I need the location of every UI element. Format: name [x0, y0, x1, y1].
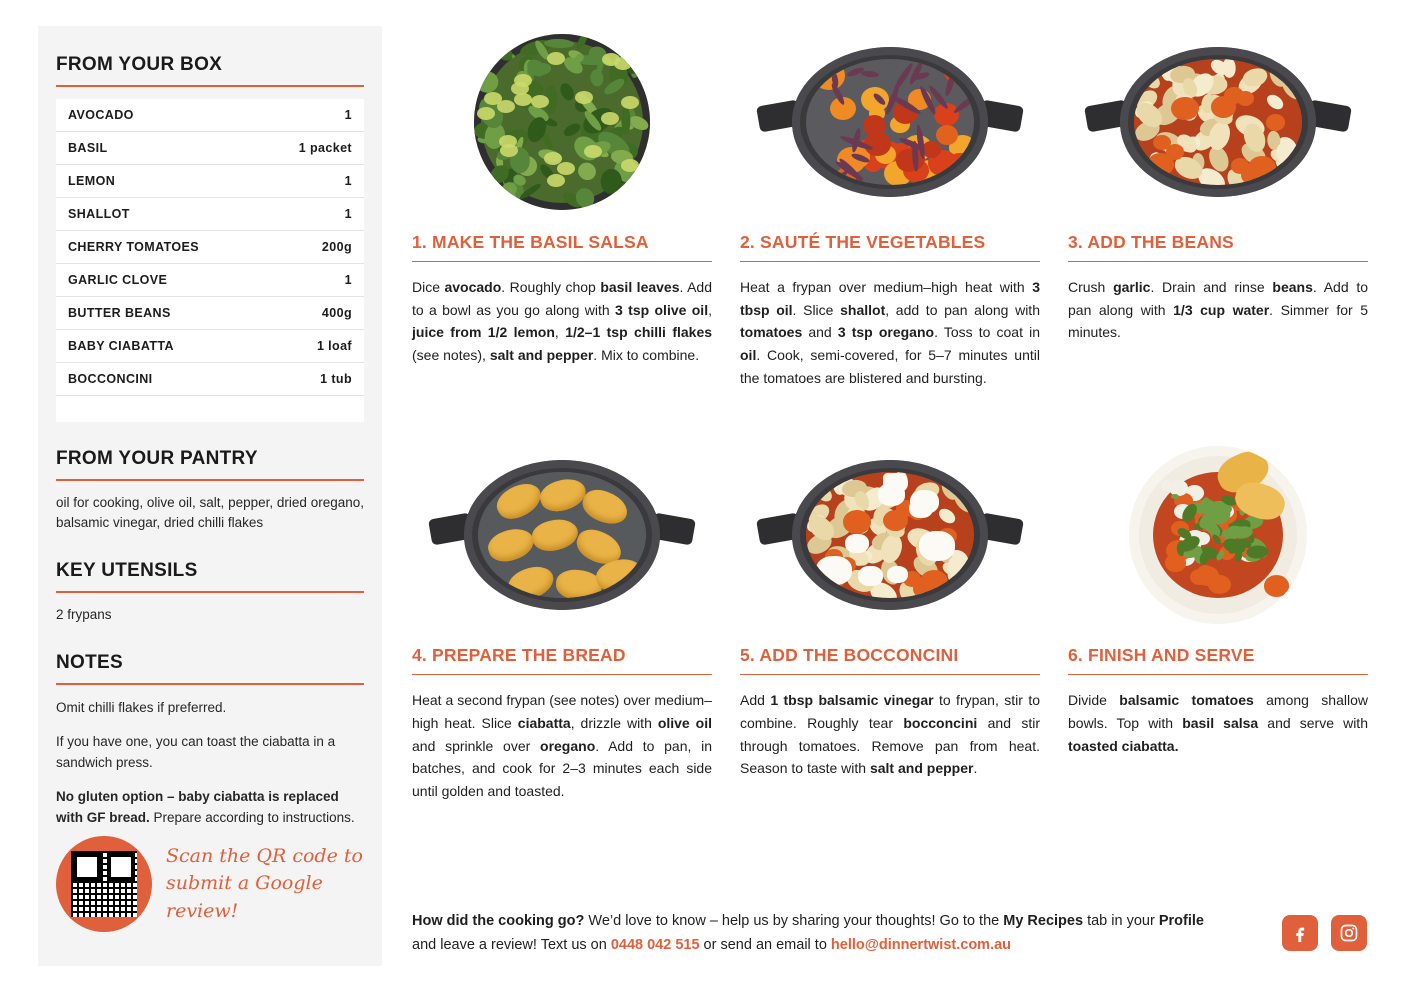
ingredient-row [56, 231, 364, 264]
recipe-step [412, 26, 712, 403]
ingredient-row [56, 363, 364, 396]
footer [412, 909, 1367, 958]
sidebar [38, 26, 382, 966]
ingredient-qty: 1 [262, 165, 364, 198]
ingredient-qty: 1 tub [262, 363, 364, 396]
served-bowl-art [1129, 446, 1307, 624]
from-your-box-heading: FROM YOUR BOX [56, 54, 364, 87]
note-1: Omit chilli flakes if preferred. [56, 700, 227, 716]
ingredient-name: LEMON [56, 165, 262, 198]
step-title: 6. FINISH AND SERVE [1068, 645, 1368, 675]
pan-inner [806, 59, 974, 185]
spacer-cell [56, 396, 262, 422]
step-body: Heat a frypan over medium–high heat with 3 tbsp oil. Slice shallot, add to pan along with tomatoes and 3 tsp oregano. Toss to coat in oil. Cook, semi-covered, for 5–7 minutes until the tomatoes are blistered and bursting. [740, 279, 1040, 386]
pan-inner [806, 472, 974, 598]
social-links [1282, 915, 1367, 951]
steps-row-1 [412, 26, 1367, 403]
from-your-pantry-heading: FROM YOUR PANTRY [56, 448, 364, 481]
step-body: Dice avocado. Roughly chop basil leaves. Add to a bowl as you go along with 3 tsp olive oil, juice from 1/2 lemon, 1/2–1 tsp chilli flakes (see notes), salt and pepper. Mix to combine. [412, 279, 713, 364]
ingredient-qty: 1 [262, 99, 364, 132]
frypan-art [792, 47, 988, 197]
ingredient-qty: 1 [262, 198, 364, 231]
step-body: Crush garlic. Drain and rinse beans. Add to pan along with 1/3 cup water. Simmer for 5 minutes. [1068, 279, 1369, 341]
ingredient-name: BASIL [56, 132, 262, 165]
step-body: Add 1 tbsp balsamic vinegar to frypan, stir to combine. Roughly tear bocconcini and stir through tomatoes. Remove pan from heat. Season to taste with salt and pepper. [740, 692, 1040, 777]
step-title: 1. MAKE THE BASIL SALSA [412, 232, 712, 262]
pantry-text: oil for cooking, olive oil, salt, pepper, dried oregano, balsamic vinegar, dried chilli flakes [56, 494, 364, 531]
key-utensils-heading: KEY UTENSILS [56, 560, 364, 593]
step-title: 3. ADD THE BEANS [1068, 232, 1368, 262]
ingredient-row [56, 132, 364, 165]
recipe-step [412, 439, 712, 816]
basil-salsa-photo [412, 26, 712, 218]
ingredient-qty: 400g [262, 297, 364, 330]
step-title: 2. SAUTÉ THE VEGETABLES [740, 232, 1040, 262]
steps-section [412, 26, 1367, 817]
ingredient-row [56, 198, 364, 231]
ingredient-name: BUTTER BEANS [56, 297, 262, 330]
recipe-step [740, 26, 1040, 403]
note-3-rest: Prepare according to instructions. [149, 809, 355, 825]
ingredient-qty: 1 loaf [262, 330, 364, 363]
utensils-section [56, 560, 364, 626]
utensils-text: 2 frypans [56, 607, 112, 623]
ingredient-qty: 1 packet [262, 132, 364, 165]
ingredient-name: GARLIC CLOVE [56, 264, 262, 297]
qr-review-block[interactable] [56, 836, 376, 932]
step-title: 5. ADD THE BOCCONCINI [740, 645, 1040, 675]
beans-photo [1068, 26, 1368, 218]
pantry-section [56, 448, 364, 535]
note-2: If you have one, you can toast the ciabatta in a sandwich press. [56, 734, 336, 771]
ingredient-name: BABY CIABATTA [56, 330, 262, 363]
ingredient-row [56, 264, 364, 297]
pan-inner [1134, 59, 1302, 185]
qr-code-badge[interactable] [56, 836, 152, 932]
ingredient-row [56, 330, 364, 363]
toasted-bread-photo [412, 439, 712, 631]
sauteed-vegetables-photo [740, 26, 1040, 218]
instagram-icon[interactable] [1331, 915, 1367, 951]
notes-heading: NOTES [56, 652, 364, 685]
ingredient-row [56, 297, 364, 330]
recipe-step [1068, 439, 1368, 816]
recipe-step [740, 439, 1040, 816]
note-3 [56, 787, 364, 829]
notes-section [56, 652, 364, 829]
ingredient-row [56, 165, 364, 198]
frypan-art [792, 460, 988, 610]
frypan-art [464, 460, 660, 610]
qr-text-line-2: submit a Google review! [166, 872, 323, 922]
ingredient-name: SHALLOT [56, 198, 262, 231]
finished-dish-photo [1068, 439, 1368, 631]
frypan-art [1120, 47, 1316, 197]
step-title: 4. PREPARE THE BREAD [412, 645, 712, 675]
ingredient-qty: 1 [262, 264, 364, 297]
basil-salsa-art [474, 34, 650, 210]
ingredient-row-spacer [56, 396, 364, 422]
steps-row-2 [412, 439, 1367, 816]
ingredient-name: AVOCADO [56, 99, 262, 132]
qr-review-text [166, 843, 376, 926]
note-3-bold: No gluten option – baby ciabatta is replaced with GF bread. [56, 789, 339, 825]
ingredient-name: CHERRY TOMATOES [56, 231, 262, 264]
qr-text-line-1: Scan the QR code to [166, 844, 363, 867]
pan-inner [478, 472, 646, 598]
footer-message: How did the cooking go? We’d love to know – help us by sharing your thoughts! Go to the My Recipes tab in your Profile and leave a review! Text us on 0448 042 515 or send an email to hello@dinnertwist.com.au [412, 912, 1204, 954]
ingredient-row [56, 99, 364, 132]
ingredient-qty: 200g [262, 231, 364, 264]
facebook-icon[interactable] [1282, 915, 1318, 951]
spacer-cell [262, 396, 364, 422]
bocconcini-photo [740, 439, 1040, 631]
qr-code-icon [71, 851, 137, 917]
step-body: Heat a second frypan (see notes) over medium–high heat. Slice ciabatta, drizzle with olive oil and sprinkle over oregano. Add to pan, in batches, and cook for 2–3 minutes each side until golden and toasted. [412, 692, 712, 800]
ingredients-table [56, 99, 364, 422]
recipe-step [1068, 26, 1368, 403]
step-body: Divide balsamic tomatoes among shallow bowls. Top with basil salsa and serve with toasted ciabatta. [1068, 692, 1368, 754]
ingredient-name: BOCCONCINI [56, 363, 262, 396]
